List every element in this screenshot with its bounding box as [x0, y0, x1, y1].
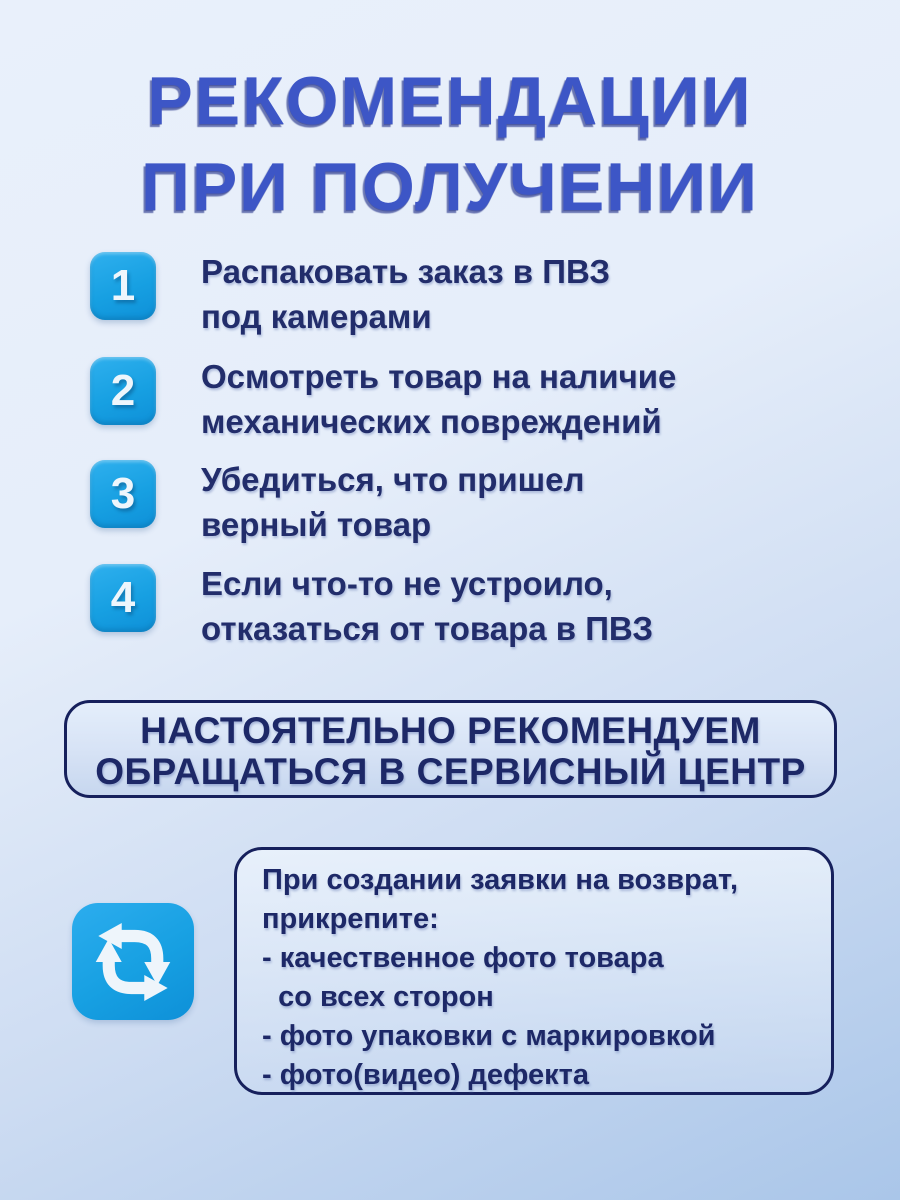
return-request-line3: - качественное фото товара — [262, 942, 664, 974]
step-3-number-badge: 3 — [90, 460, 156, 528]
step-4 — [90, 564, 653, 651]
step-1-number-badge: 1 — [90, 252, 156, 320]
step-4-number-badge: 4 — [90, 564, 156, 632]
step-3-text — [201, 457, 584, 547]
step-2-text-line1: Осмотреть товар на наличие — [201, 358, 677, 395]
page-title-line1: РЕКОМЕНДАЦИИ — [147, 63, 753, 139]
service-center-recommendation-box — [64, 700, 837, 798]
service-center-recommendation-line2: ОБРАЩАТЬСЯ В СЕРВИСНЫЙ ЦЕНТР — [95, 751, 806, 792]
return-request-line1: При создании заявки на возврат, — [262, 864, 739, 896]
exchange-arrows-icon — [72, 903, 194, 1020]
step-4-text-line1: Если что-то не устроило, — [201, 565, 613, 602]
return-request-line6: - фото(видео) дефекта — [262, 1059, 590, 1091]
step-4-text-line2: отказаться от товара в ПВЗ — [201, 610, 653, 647]
step-2-text — [201, 354, 676, 444]
step-3-text-line1: Убедиться, что пришел — [201, 461, 585, 498]
step-2-text-line2: механических повреждений — [201, 403, 662, 440]
step-3 — [90, 460, 584, 547]
step-2 — [90, 357, 676, 444]
step-3-text-line2: верный товар — [201, 506, 432, 543]
step-4-text — [201, 561, 653, 651]
page-title-line2: ПРИ ПОЛУЧЕНИИ — [140, 149, 760, 225]
step-1-text — [201, 249, 610, 339]
return-request-box — [234, 847, 834, 1095]
return-request-line5: - фото упаковки с маркировкой — [262, 1020, 716, 1052]
service-center-recommendation-line1: НАСТОЯТЕЛЬНО РЕКОМЕНДУЕМ — [140, 710, 761, 751]
step-1-text-line2: под камерами — [201, 298, 432, 335]
return-request-line4: со всех сторон — [262, 981, 494, 1013]
step-1-text-line1: Распаковать заказ в ПВЗ — [201, 253, 611, 290]
page-title — [0, 58, 900, 230]
return-request-line2: прикрепите: — [262, 903, 439, 935]
step-1 — [90, 252, 610, 339]
step-2-number-badge: 2 — [90, 357, 156, 425]
